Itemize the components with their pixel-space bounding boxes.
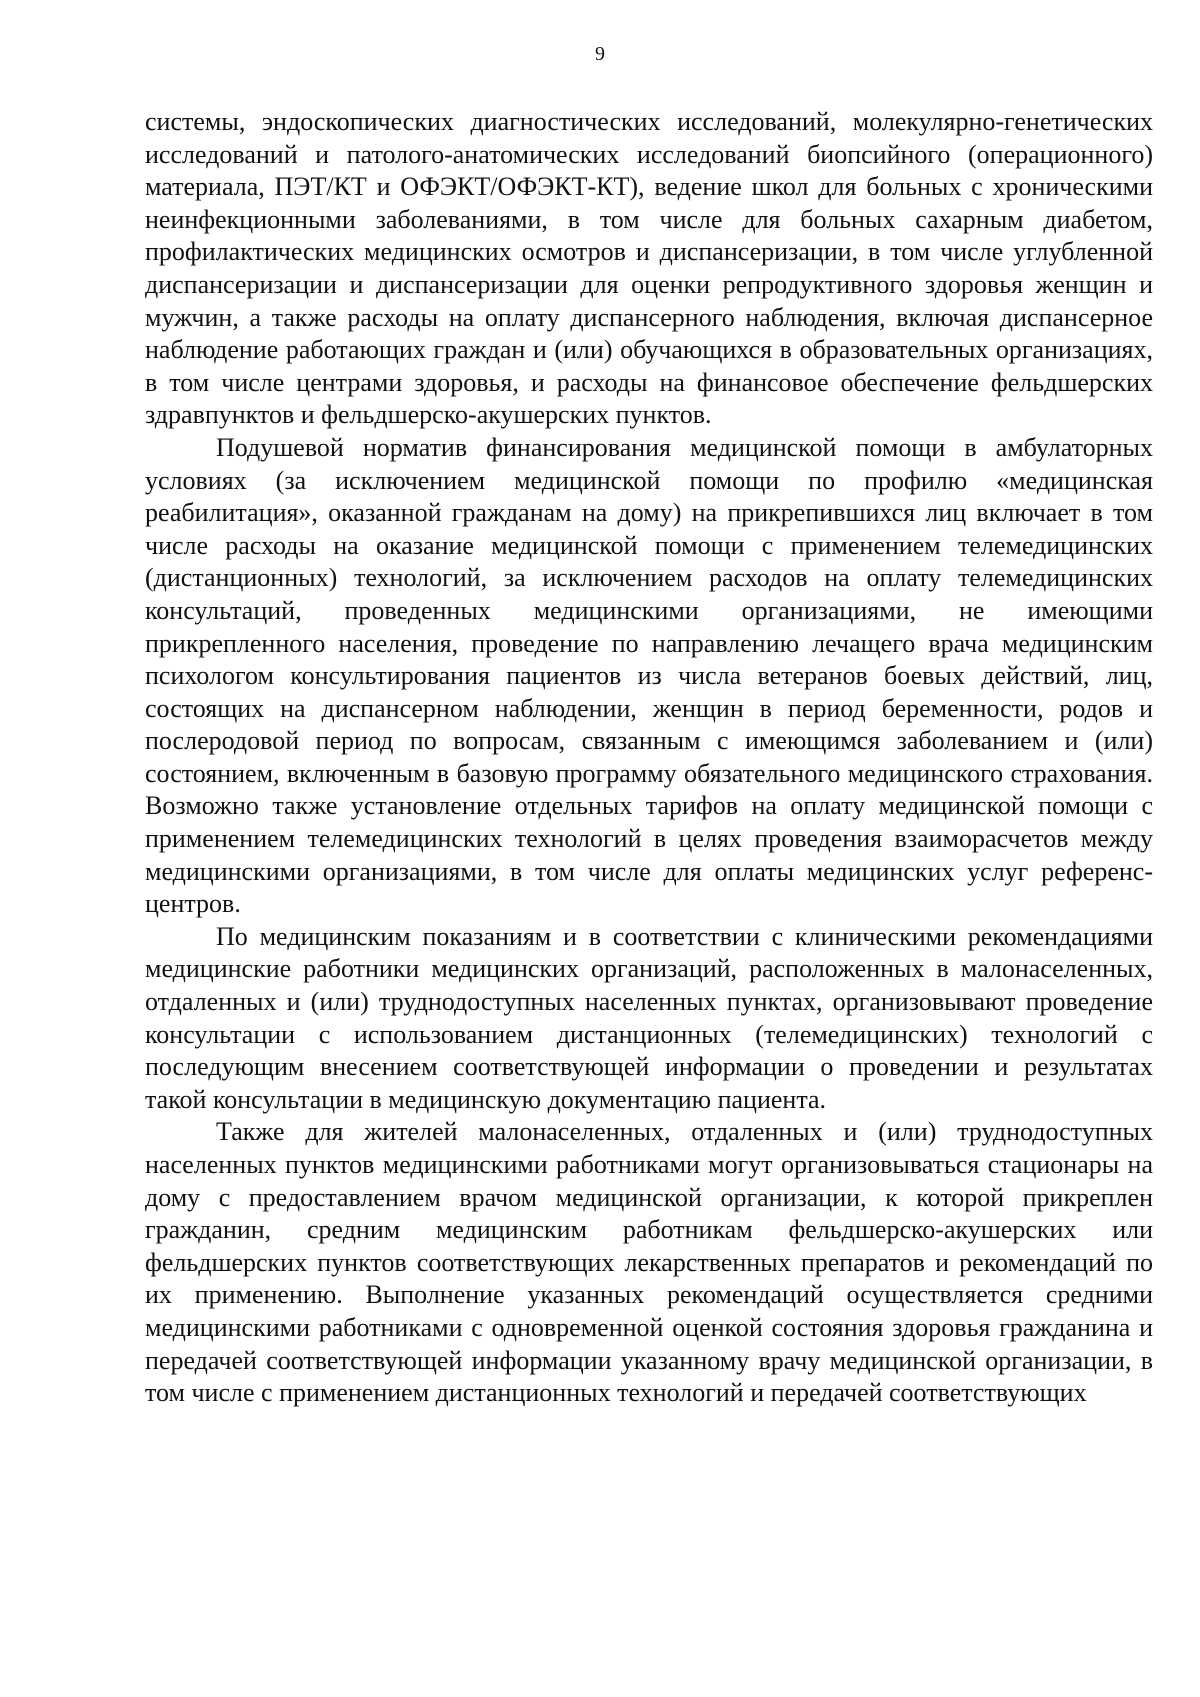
paragraph-continuation: системы, эндоскопических диагностических исследований, молекулярно-генетических исследований и патолого-анатомических исследований биопсийного (операционного) материала, ПЭТ/КТ и ОФЭКТ/ОФЭКТ-КТ), ведение школ для больных с хроническими неинфекционными заболеваниями, в том числе для больных сахарным диабетом, профилактических медицинских осмотров и диспансеризации, в том числе углубленной диспансеризации и диспансеризации для оценки репродуктивного здоровья женщин и мужчин, а также расходы на оплату диспансерного наблюдения, включая диспансерное наблюдение работающих граждан и (или) обучающихся в образовательных организациях, в том числе центрами здоровья, и расходы на финансовое обеспечение фельдшерских здравпунктов и фельдшерско-акушерских пунктов. [145,107,1153,430]
paragraph-per-capita-standard: Подушевой норматив финансирования медицинской помощи в амбулаторных условиях (за исключением медицинской помощи по профилю «медицинская реабилитация», оказанной гражданам на дому) на прикрепившихся лиц включает в том числе расходы на оказание медицинской помощи с применением телемедицинских (дистанционных) технологий, за исключением расходов на оплату телемедицинских консультаций, проведенных медицинскими организациями, не имеющими прикрепленного населения, проведение по направлению лечащего врача медицинским психологом консультирования пациентов из числа ветеранов боевых действий, лиц, состоящих на диспансерном наблюдении, женщин в период беременности, родов и послеродовой период по вопросам, связанным с имеющимся заболеванием и (или) состоянием, включенным в базовую программу обязательного медицинского страхования. Возможно также установление отдельных тарифов на оплату медицинской помощи с применением телемедицинских технологий в целях проведения взаиморасчетов между медицинскими организациями, в том числе для оплаты медицинских услуг референс-центров. [145,432,1153,919]
paragraph-telemedicine-consultation: По медицинским показаниям и в соответствии с клиническими рекомендациями медицинские работники медицинских организаций, расположенных в малонаселенных, отдаленных и (или) труднодоступных населенных пунктах, организовывают проведение консультации с использованием дистанционных (телемедицинских) технологий с последующим внесением соответствующей информации о проведении и результатах такой консультации в медицинскую документацию пациента. [145,921,1153,1114]
body-text [145,106,1153,1410]
page-number: 9 [595,43,605,65]
paragraph-home-hospital: Также для жителей малонаселенных, отдаленных и (или) труднодоступных населенных пунктов медицинскими работниками могут организовываться стационары на дому с предоставлением врачом медицинской организации, к которой прикреплен гражданин, средним медицинским работникам фельдшерско-акушерских или фельдшерских пунктов соответствующих лекарственных препаратов и рекомендаций по их применению. Выполнение указанных рекомендаций осуществляется средними медицинскими работниками с одновременной оценкой состояния здоровья гражданина и передачей соответствующей информации указанному врачу медицинской организации, в том числе с применением дистанционных технологий и передачей соответствующих [145,1117,1153,1408]
